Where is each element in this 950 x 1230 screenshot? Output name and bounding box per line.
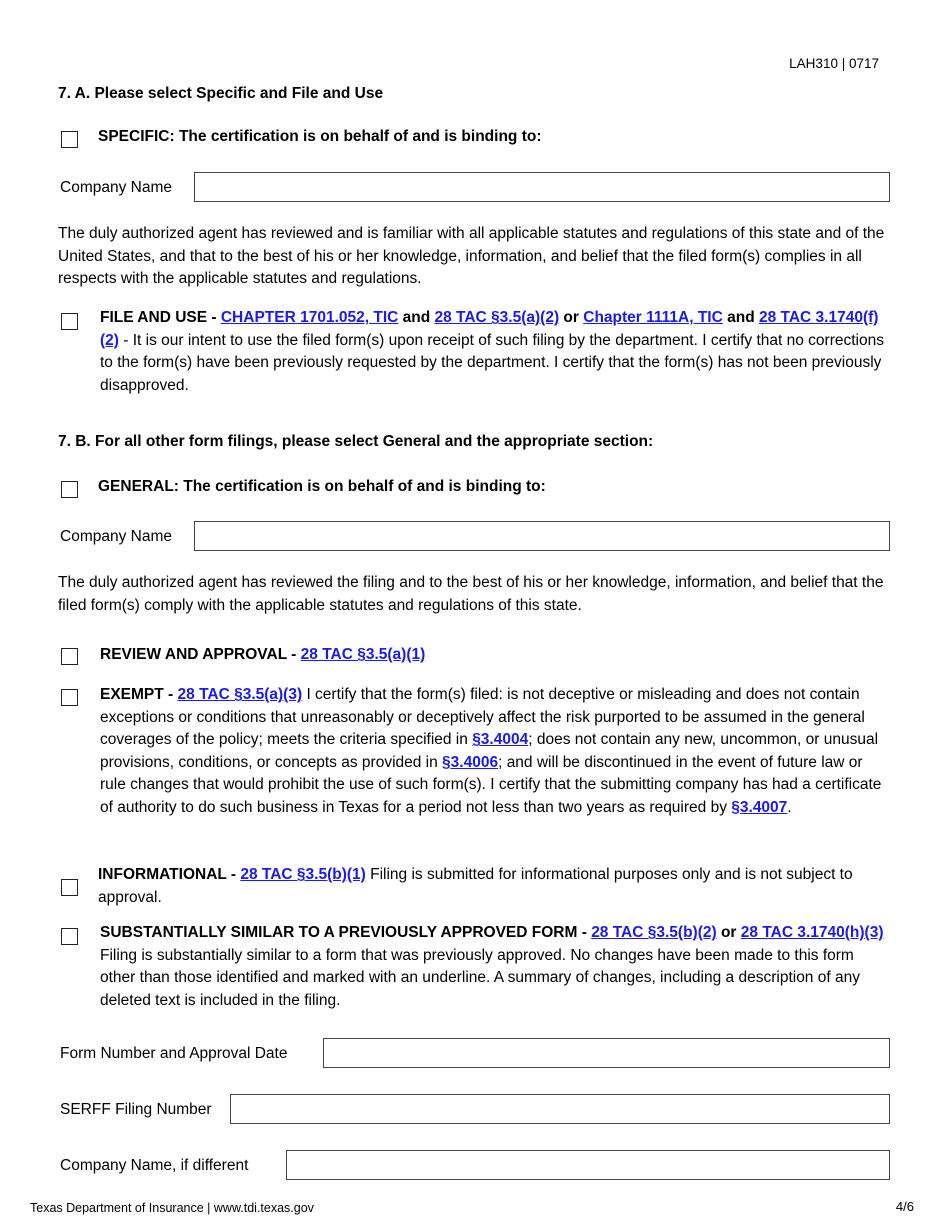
review-approval-text [100,644,890,667]
form-number-input[interactable] [323,1038,890,1068]
footer-agency: Texas Department of Insurance | www.tdi.texas.gov [30,1201,314,1215]
informational-checkbox[interactable] [61,879,78,896]
specific-statement: The duly authorized agent has reviewed and is familiar with all applicable statutes and regulations of this state and of the United States, and that to the best of his or her knowledge, information, and belief that the filed form(s) complies in all respects with the applicable statutes and regulations. [58,225,885,287]
file-and-use-text [100,307,890,397]
exempt-text [100,684,890,819]
informational-body: Filing is submitted for informational purposes only and is not subject to approval. [98,866,853,906]
tac-3-5-a-1-link[interactable]: 28 TAC §3.5(a)(1) [300,646,426,663]
section-7a-heading: 7. A. Please select Specific and File and Use [58,85,384,102]
general-label: GENERAL: The certification is on behalf of and is binding to: [98,478,546,495]
company-name-input-specific[interactable] [194,172,890,202]
specific-label: SPECIFIC: The certification is on behalf of and is binding to: [98,128,542,145]
tac-3-5-b-1-link[interactable]: 28 TAC §3.5(b)(1) [240,866,366,883]
substantially-similar-checkbox[interactable] [61,928,78,945]
exempt-body-3: ; and will be discontinued in the event of future law or rule changes that would prohibit the use of such form(s). I certify that the submitting company has had a certificate of authority to do such business in Texas for a period not less than two years as required by [100,753,882,816]
or-connector-similar: or [716,924,741,941]
informational-text [98,864,888,909]
section-3-4007-link[interactable]: §3.4007 [731,798,788,816]
form-number-label: Form Number and Approval Date [60,1045,288,1062]
file-and-use-prefix: FILE AND USE - [100,309,221,326]
chapter-1701-link[interactable]: CHAPTER 1701.052, TIC [220,309,399,326]
general-checkbox[interactable] [61,481,78,498]
substantially-similar-text [100,922,890,1012]
company-different-input[interactable] [286,1150,890,1180]
company-name-input-general[interactable] [194,521,890,551]
specific-checkbox[interactable] [61,131,78,148]
section-3-4004-link[interactable]: §3.4004 [472,731,529,748]
tac-3-1740-h-3-link[interactable]: 28 TAC 3.1740(h)(3) [740,924,884,941]
section-7b-heading: 7. B. For all other form filings, please select General and the appropriate section: [58,433,654,450]
review-approval-prefix: REVIEW AND APPROVAL - [100,646,301,663]
page-number: 4/6 [895,1199,914,1214]
exempt-prefix: EXEMPT - [100,686,178,703]
review-approval-checkbox[interactable] [61,648,78,665]
general-statement: The duly authorized agent has reviewed the filing and to the best of his or her knowledge, information, and belief that the filed form(s) comply with the applicable statutes and regulations of this state. [58,574,884,614]
exempt-body-4: . [787,798,792,816]
exempt-checkbox[interactable] [61,689,78,706]
section-3-4006-link[interactable]: §3.4006 [442,753,499,771]
file-and-use-checkbox[interactable] [61,313,78,330]
file-and-use-body: - It is our intent to use the filed form(s) upon receipt of such filing by the department. I certify that no corrections to the form(s) have been previously requested by the department. I certify that the form(s) has not been previously disapproved. [100,331,884,394]
serff-input[interactable] [230,1094,890,1124]
substantially-similar-body: Filing is substantially similar to a form that was previously approved. No changes have been made to this form other than those identified and marked with an underline. A summary of changes, including a description of any deleted text is included in the filing. [100,946,860,1009]
tac-3-1740-f-2-link[interactable]: 28 TAC 3.1740(f)(2) [100,309,879,349]
substantially-similar-prefix: SUBSTANTIALLY SIMILAR TO A PREVIOUSLY APPROVED FORM - [100,924,592,941]
form-id: LAH310 | 0717 [789,56,879,71]
tac-3-5-b-2-link[interactable]: 28 TAC §3.5(b)(2) [591,924,717,941]
chapter-1111a-link[interactable]: Chapter 1111A, TIC [583,309,723,326]
exempt-body-2: ; does not contain any new, uncommon, or unusual provisions, conditions, or concepts as provided in [100,731,879,771]
company-name-label: Company Name [60,179,172,196]
company-different-label: Company Name, if different [60,1157,249,1174]
company-name-label-general: Company Name [60,528,172,545]
exempt-body-1: I certify that the form(s) filed: is not deceptive or misleading and does not contain exceptions or conditions that unreasonably or deceptively affect the risk purported to be assumed in the general coverages of the policy; meets the criteria specified in [100,686,865,748]
serff-label: SERFF Filing Number [60,1101,212,1118]
informational-prefix: INFORMATIONAL - [98,866,241,883]
and-connector: and [398,309,435,326]
and-connector-2: and [722,309,759,326]
tac-3-5-a-2-link[interactable]: 28 TAC §3.5(a)(2) [434,309,560,326]
or-connector: or [559,309,584,326]
tac-3-5-a-3-link[interactable]: 28 TAC §3.5(a)(3) [177,686,303,703]
